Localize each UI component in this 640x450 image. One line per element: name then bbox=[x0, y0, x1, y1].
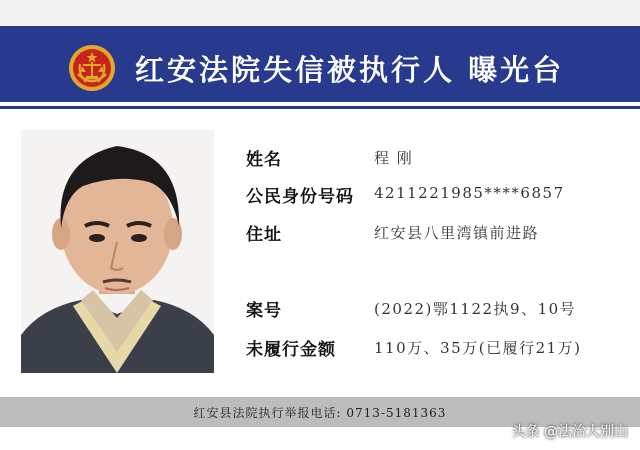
header-divider-blue bbox=[0, 106, 640, 109]
case-number-value: (2022)鄂1122执9、10号 bbox=[374, 300, 577, 318]
unpaid-amount-value: 110万、35万(已履行21万) bbox=[374, 339, 582, 357]
watermark: 头条 @法治大别山 bbox=[511, 424, 628, 440]
court-emblem-icon bbox=[68, 44, 116, 92]
name-value: 程 刚 bbox=[374, 149, 414, 167]
top-strip bbox=[0, 0, 640, 26]
page-title: 红安法院失信被执行人 曝光台 bbox=[135, 53, 565, 87]
person-photo bbox=[21, 130, 214, 373]
report-hotline: 红安县法院执行举报电话: 0713-5181363 bbox=[193, 406, 447, 420]
id-number-label: 公民身份号码 bbox=[246, 187, 354, 207]
case-number-label: 案号 bbox=[246, 301, 282, 321]
address-label: 住址 bbox=[246, 225, 282, 245]
name-label: 姓名 bbox=[246, 150, 282, 170]
unpaid-amount-label: 未履行金额 bbox=[246, 340, 336, 360]
id-number-value: 4211221985****6857 bbox=[374, 184, 565, 202]
address-value: 红安县八里湾镇前进路 bbox=[374, 224, 540, 242]
